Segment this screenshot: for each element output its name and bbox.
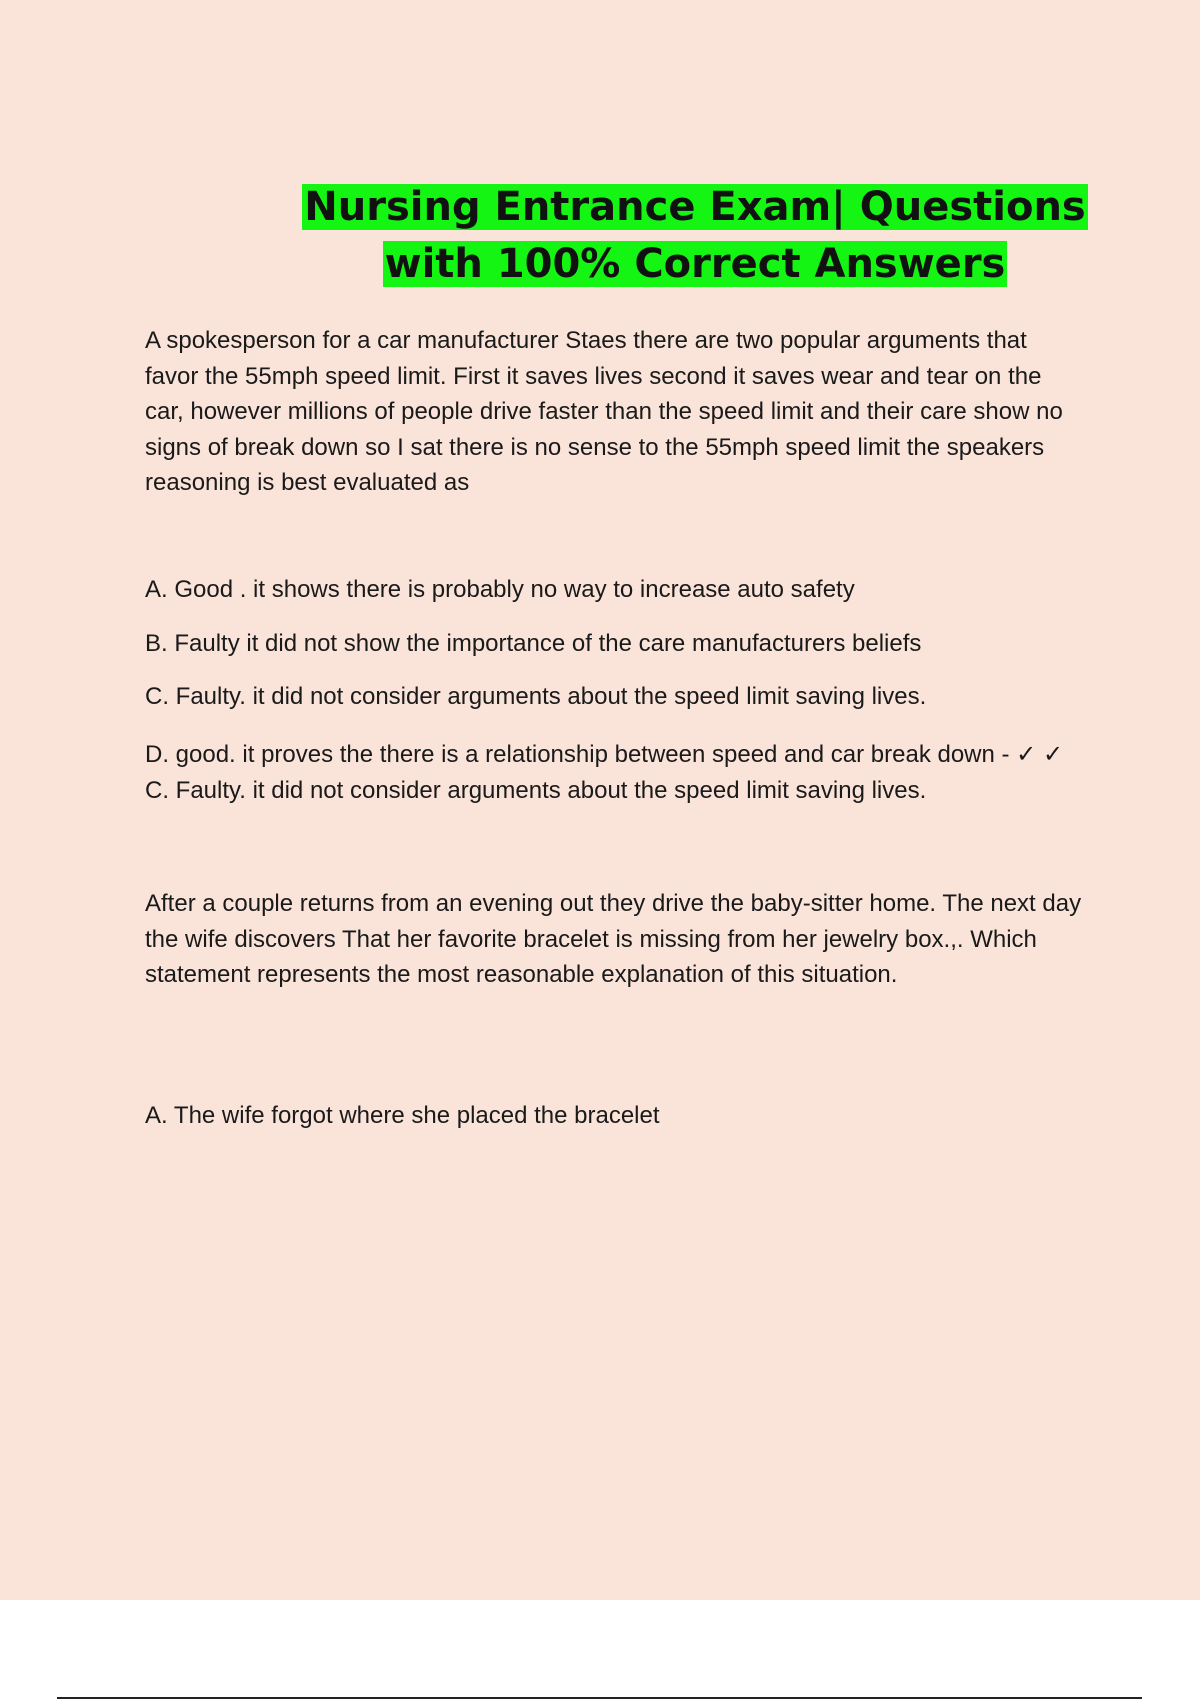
question-1-option-b: B. Faulty it did not show the importance of the care manufacturers beliefs [145, 630, 922, 657]
question-1-option-d-with-answer: D. good. it proves the there is a relationship between speed and car break down - ✓ ✓ C. Faulty. it did not consider arguments about the speed limit saving lives. [145, 741, 1064, 804]
footer-divider [57, 1697, 1142, 1699]
question-1-text: A spokesperson for a car manufacturer Staes there are two popular arguments that favor the 55mph speed limit. First it saves lives second it saves wear and tear on the car, however millions of people drive faster than the speed limit and their care show no signs of break down so I sat there is no sense to the 55mph speed limit the speakers reasoning is best evaluated as [145, 327, 1063, 496]
question-2-text: After a couple returns from an evening out they drive the baby-sitter home. The next day the wife discovers That her favorite bracelet is missing from her jewelry box.,. Which statement represents the most reasonable explanation of this situation. [145, 890, 1082, 988]
document-title [300, 179, 1090, 293]
question-1-option-c: C. Faulty. it did not consider arguments about the speed limit saving lives. [145, 683, 927, 710]
question-2-option-a: A. The wife forgot where she placed the bracelet [145, 1102, 660, 1129]
document-title-text: Nursing Entrance Exam| Questions with 100% Correct Answers [304, 183, 1086, 287]
question-1-option-a: A. Good . it shows there is probably no way to increase auto safety [145, 576, 855, 603]
